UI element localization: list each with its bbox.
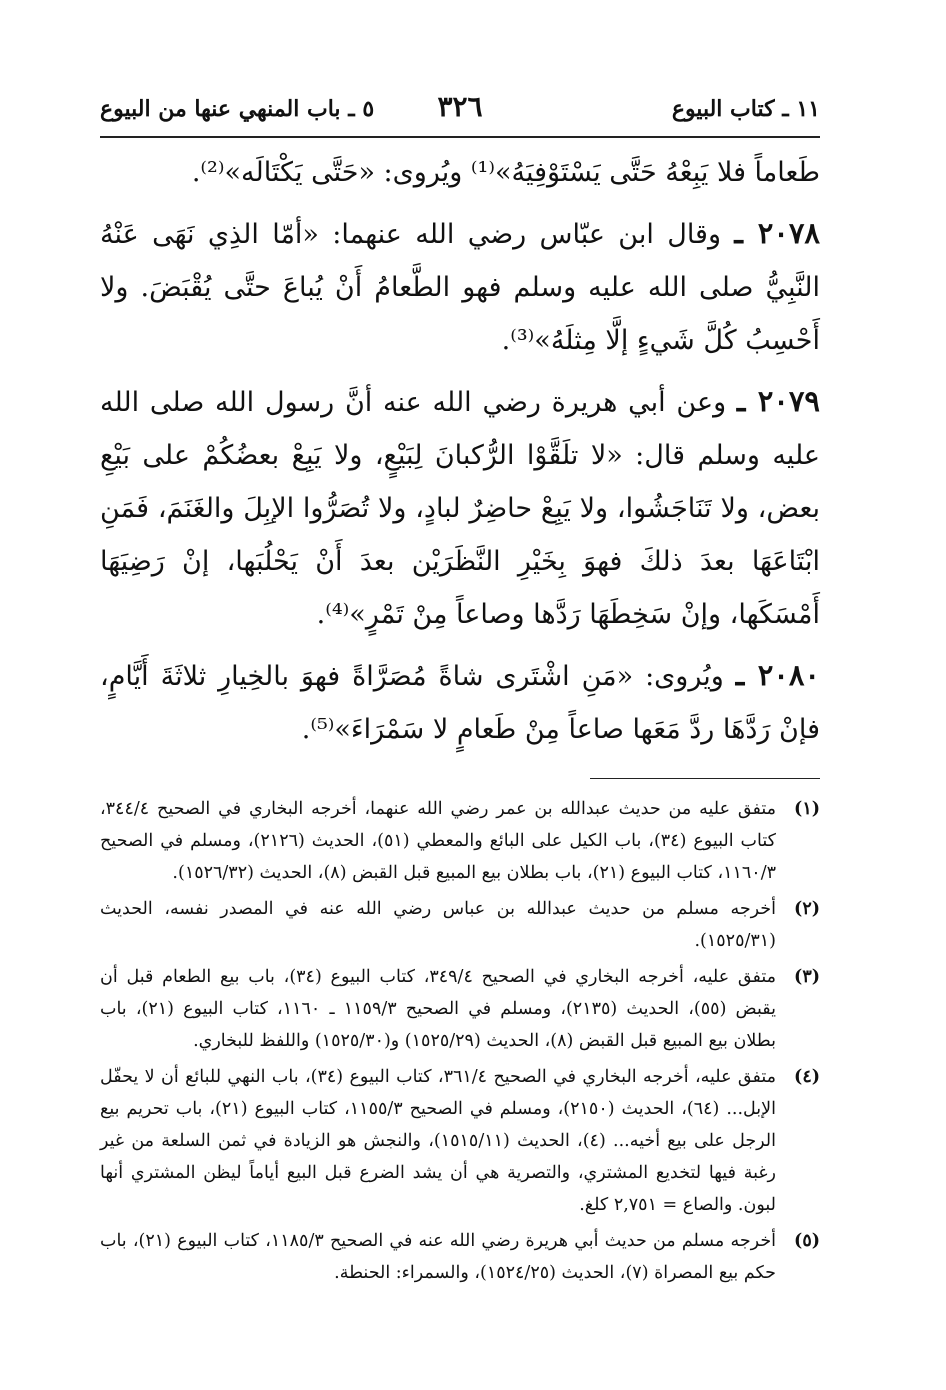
footnote-number: (٤) — [794, 1067, 820, 1087]
footnote-number: (٣) — [794, 967, 820, 987]
footnote-text: متفق عليه من حديث عبدالله بن عمر رضي الله عنهما، أخرجه البخاري في الصحيح ٣٤٤/٤، كتاب البيوع (٣٤)، باب الكيل على البائع والمعطي (٥١)، الحديث (٢١٢٦)، ومسلم في الصحيح ١١٦٠/٣، كتاب البيوع (٢١)، باب بطلان بيع المبيع قبل القبض (٨)، الحديث (١٥٢٦/٣٢). — [100, 799, 776, 883]
footnote-separator — [590, 778, 820, 779]
paragraph-text: طَعاماً فلا يَبِعْهُ حَتَّى يَسْتَوْفِيَهُ»⁽¹⁾ ويُروى: «حَتَّى يَكْتَالَه»⁽²⁾. — [191, 157, 820, 188]
footnote — [100, 961, 820, 1057]
paragraph-continuation — [100, 146, 820, 199]
hadith-2080 — [100, 649, 820, 756]
footnote-text: متفق عليه، أخرجه البخاري في الصحيح ٣٤٩/٤، كتاب البيوع (٣٤)، باب بيع الطعام قبل أن يقبض (٥٥)، الحديث (٢١٣٥)، ومسلم في الصحيح ١١٥٩/٣ ـ ١١٦٠، كتاب البيوع (٢١)، باب بطلان بيع المبيع قبل القبض (٨)، الحديث (١٥٢٥/٢٩) و(١٥٢٥/٣٠) واللفظ للبخاري. — [100, 967, 776, 1051]
running-header — [100, 88, 820, 138]
page-number: ٣٢٦ — [437, 90, 483, 123]
footnote-text: أخرجه مسلم من حديث أبي هريرة رضي الله عنه في الصحيح ١١٨٥/٣، كتاب البيوع (٢١)، باب حكم بيع المصراة (٧)، الحديث (١٥٢٤/٢٥)، والسمراء: الحنطة. — [100, 1231, 776, 1283]
paragraph-text: وقال ابن عبّاس رضي الله عنهما: «أمّا الذِي نَهَى عَنْهُ النَّبِيُّ صلى الله عليه وسلم فهو الطَّعامُ أَنْ يُباعَ حتَّى يُقْبَضَ. ولا أَحْسِبُ كُلَّ شَيءٍ إلَّا مِثلَهُ»⁽³⁾. — [100, 219, 820, 356]
footnote-number: (١) — [794, 799, 820, 819]
book-title: ١١ ـ كتاب البيوع — [671, 96, 820, 122]
footnote — [100, 793, 820, 889]
main-text — [100, 146, 820, 756]
hadith-2078 — [100, 207, 820, 367]
chapter-title: ٥ ـ باب المنهي عنها من البيوع — [100, 96, 375, 122]
footnote-number: (٢) — [794, 899, 820, 919]
paragraph-text: ويُروى: «مَنِ اشْتَرى شاةً مُصَرَّاةً فهوَ بالخِيارِ ثلاثَةَ أَيَّامٍ، فإنْ رَدَّهَا ردَّ مَعَها صاعاً مِنْ طَعامٍ لا سَمْرَاءَ»⁽⁵⁾. — [100, 661, 820, 745]
paragraph-text: وعن أبي هريرة رضي الله عنه أنَّ رسول الله صلى الله عليه وسلم قال: «لا تلَقَّوْا الرُّكبانَ لِبَيْعٍ، ولا يَبِعْ بعضُكُمْ على بَيْعِ بعض، ولا تَنَاجَشُوا، ولا يَبِعْ حاضِرٌ لبادٍ، ولا تُصَرُّوا الإبِلَ والغَنَمَ، فَمَنِ ابْتَاعَهَا بعدَ ذلكَ فهوَ بِخَيْرِ النَّظَرَيْن بعدَ أَنْ يَحْلُبَها، إنْ رَضِيَهَا أَمْسَكَها، وإنْ سَخِطَهَا رَدَّها وصاعاً مِنْ تَمْرٍ»⁽⁴⁾. — [100, 387, 820, 630]
footnote — [100, 1225, 820, 1289]
book-page — [100, 88, 820, 1293]
hadith-number: ٢٠٧٩ ـ — [736, 384, 821, 418]
footnote-number: (٥) — [794, 1231, 820, 1251]
hadith-number: ٢٠٧٨ ـ — [734, 216, 820, 250]
footnote — [100, 1061, 820, 1221]
footnote-text: أخرجه مسلم من حديث عبدالله بن عباس رضي الله عنه في المصدر نفسه، الحديث (١٥٢٥/٣١). — [100, 899, 776, 951]
footnote-text: متفق عليه، أخرجه البخاري في الصحيح ٣٦١/٤، كتاب البيوع (٣٤)، باب النهي للبائع أن لا يحفّل الإبل... (٦٤)، الحديث (٢١٥٠)، ومسلم في الصحيح ١١٥٥/٣، كتاب البيوع (٢١)، باب تحريم بيع الرجل على بيع أخيه... (٤)، الحديث (١٥١٥/١١)، والنجش هو الزيادة في ثمن السلعة من غير رغبة فيها لتخديع المشتري، والتصرية هي أن يشد الضرع قبل البيع أياماً ليظن المشتري أنها لبون. والصاع = ٢,٧٥١ كلغ. — [100, 1067, 776, 1215]
hadith-2079 — [100, 375, 820, 641]
footnotes — [100, 793, 820, 1289]
hadith-number: ٢٠٨٠ ـ — [735, 658, 820, 692]
footnote — [100, 893, 820, 957]
